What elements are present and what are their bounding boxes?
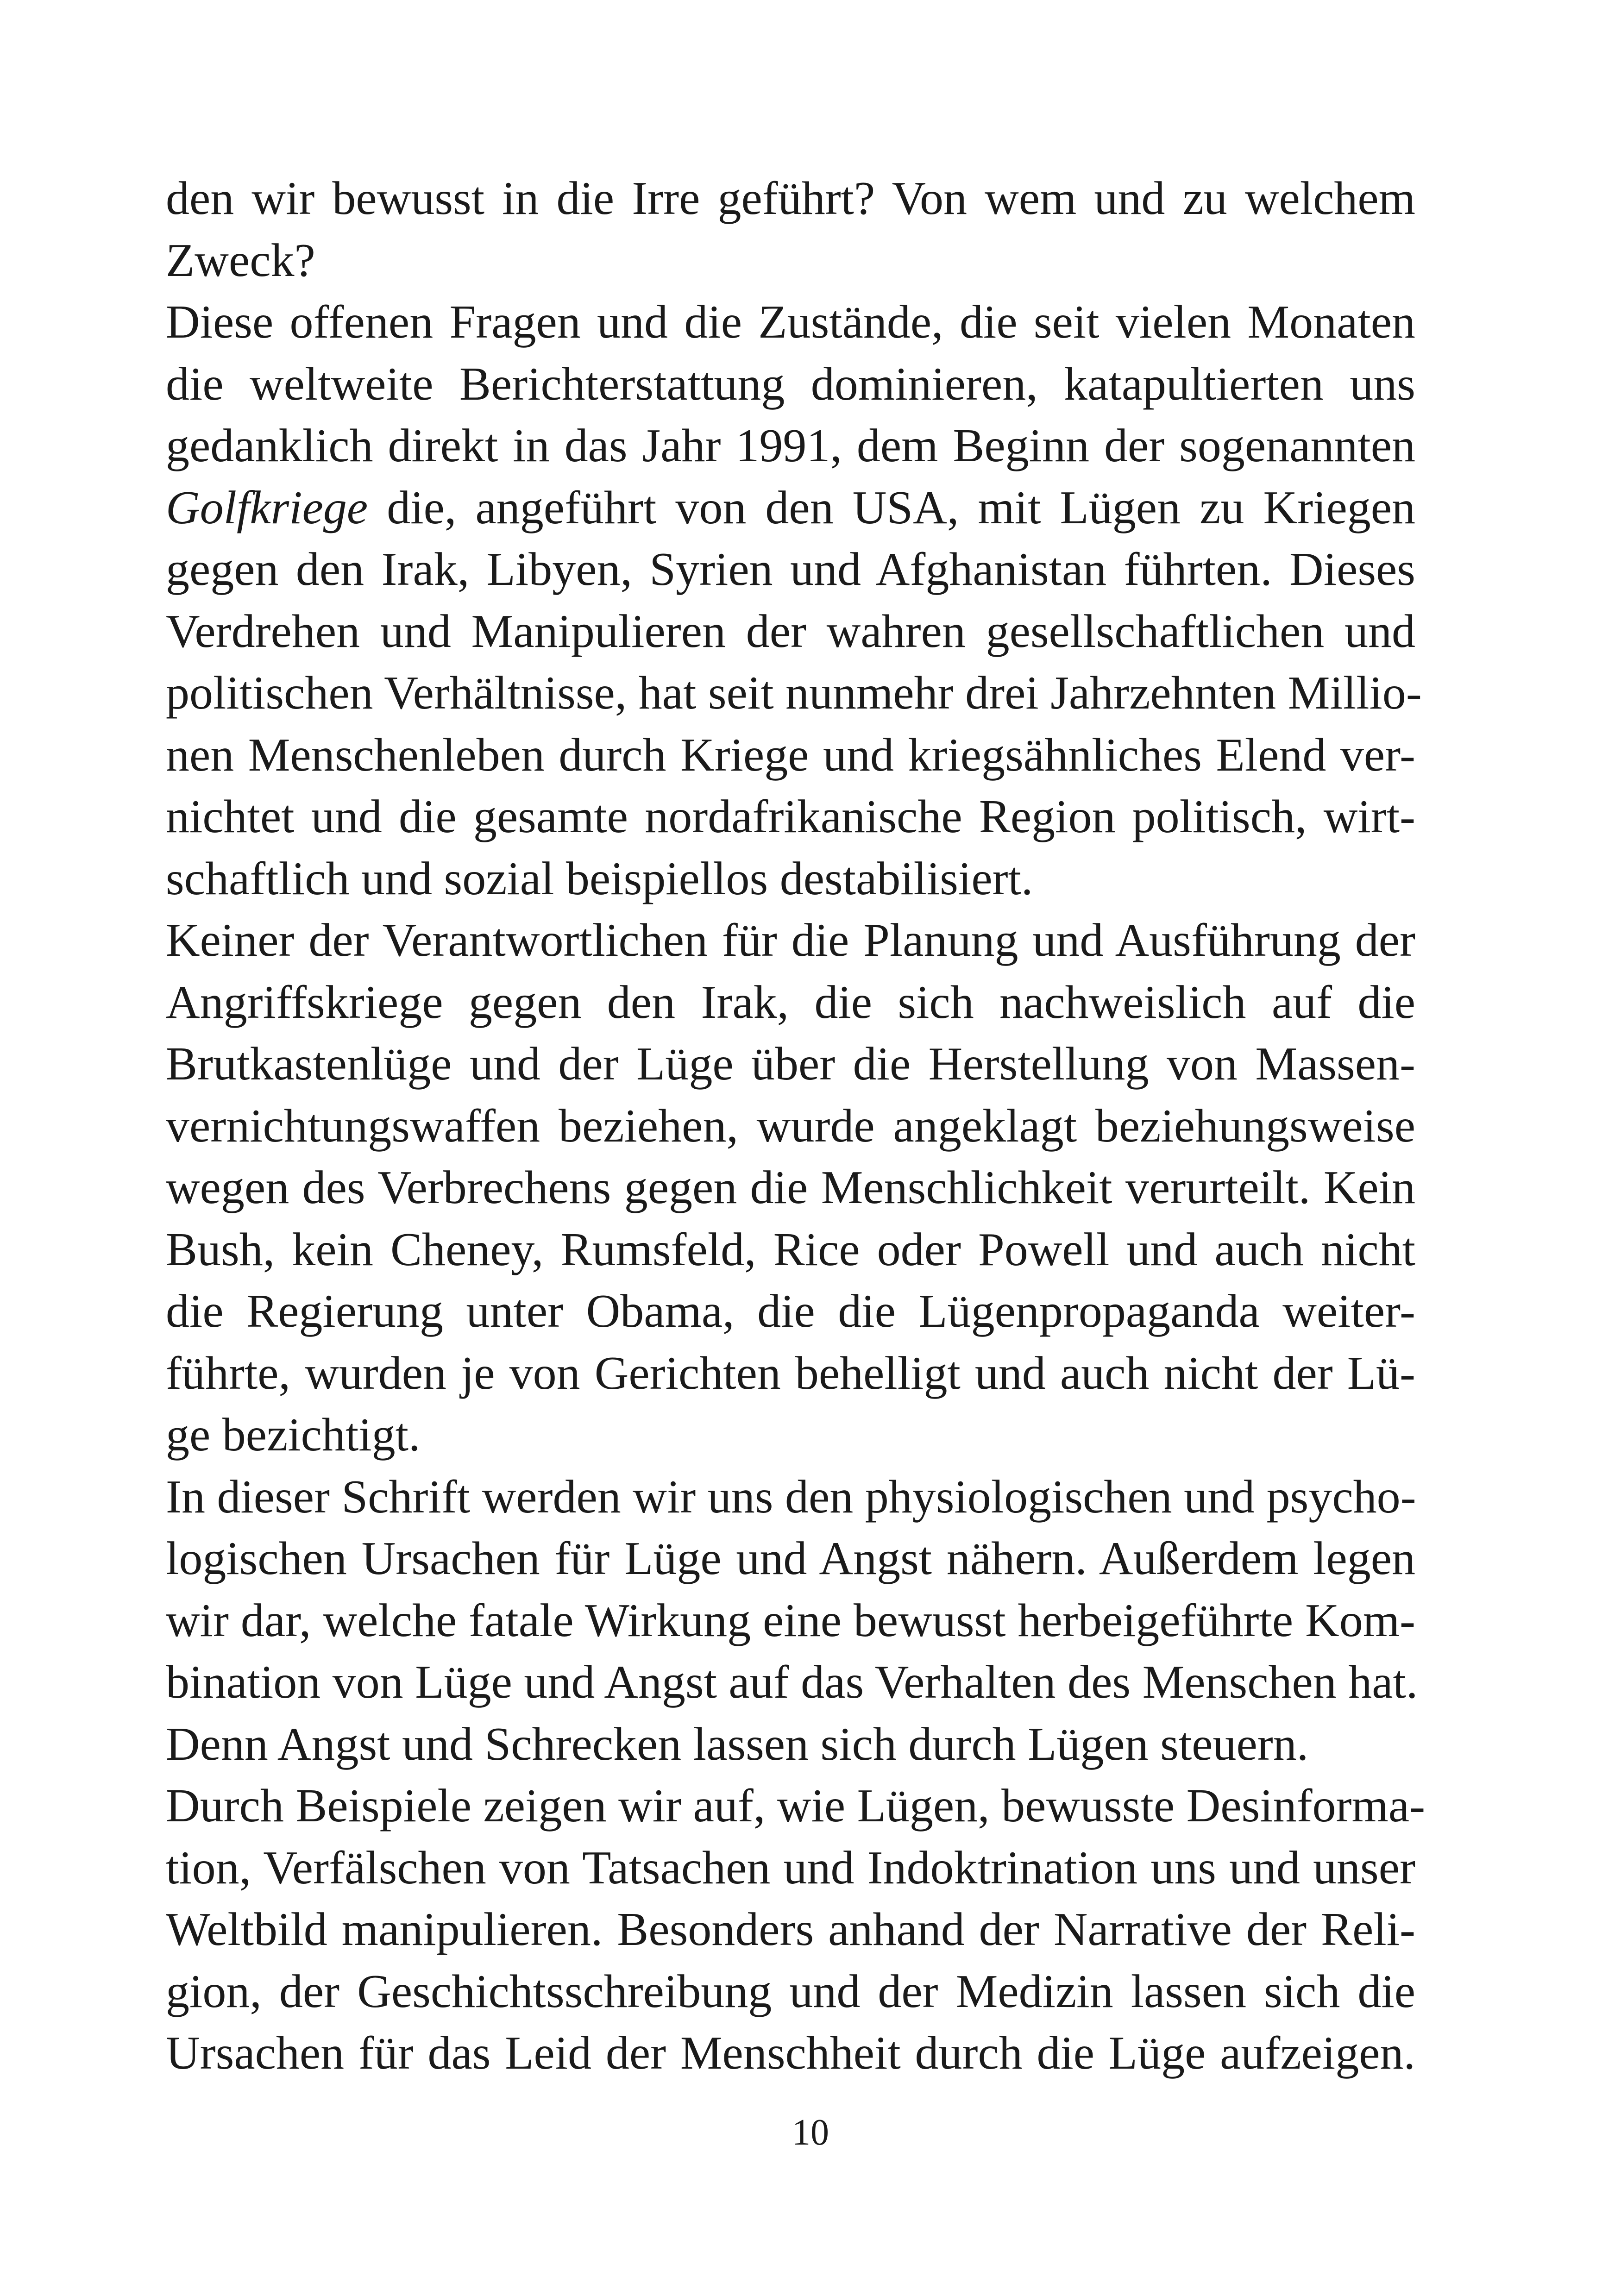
line-text: Bush, kein Cheney, Rumsfeld, Rice oder Powell und auch nicht: [166, 1223, 1415, 1276]
text-line: [166, 1713, 1415, 1775]
line-text: den wir bewusst in die Irre geführt? Von wem und zu welchem: [166, 172, 1415, 225]
text-line: [166, 1466, 1415, 1528]
line-text: Keiner der Verantwortlichen für die Planung und Ausführung der: [166, 914, 1415, 966]
line-text: Durch Beispiele zeigen wir auf, wie Lügen, bewusste Desinforma-: [166, 1780, 1426, 1832]
text-line: [166, 1157, 1415, 1219]
text-line: [166, 972, 1415, 1034]
line-text: die weltweite Berichterstattung dominieren, katapultierten uns: [166, 358, 1415, 410]
text-line: [166, 168, 1415, 230]
text-line: [166, 1590, 1415, 1652]
line-text: Angriffskriege gegen den Irak, die sich nachweislich auf die: [166, 976, 1415, 1029]
text-line: [166, 291, 1415, 353]
text-line: [166, 539, 1415, 601]
text-line: [166, 1961, 1415, 2023]
text-line: [166, 1775, 1426, 1837]
line-text: die, angeführt von den USA, mit Lügen zu Kriegen: [368, 481, 1415, 534]
text-line: [166, 1033, 1415, 1095]
text-line: [166, 786, 1415, 848]
line-text: bination von Lüge und Angst auf das Verhalten des Menschen hat.: [166, 1656, 1418, 1708]
text-line: [166, 353, 1415, 415]
line-text: In dieser Schrift werden wir uns den physiologischen und psycho-: [166, 1470, 1416, 1523]
line-text: gion, der Geschichtsschreibung und der Medizin lassen sich die: [166, 1965, 1415, 2018]
line-text: wir dar, welche fatale Wirkung eine bewusst herbeigeführte Kom-: [166, 1594, 1415, 1647]
text-line: [166, 230, 1415, 292]
text-line: [166, 1837, 1415, 1899]
text-line: [166, 2022, 1415, 2084]
text-line: [166, 1095, 1415, 1157]
line-text: politischen Verhältnisse, hat seit nunmehr drei Jahrzehnten Millio-: [166, 667, 1422, 719]
line-text: gegen den Irak, Libyen, Syrien und Afghanistan führten. Dieses: [166, 543, 1415, 596]
text-line: [166, 477, 1415, 539]
line-text: die Regierung unter Obama, die die Lügenpropaganda weiter-: [166, 1285, 1415, 1337]
text-line: [166, 601, 1415, 663]
body-text: [166, 168, 1426, 2084]
text-line: [166, 1280, 1415, 1342]
line-text: Weltbild manipulieren. Besonders anhand der Narrative der Reli-: [166, 1903, 1415, 1956]
text-line: [166, 1899, 1415, 1961]
line-text: Denn Angst und Schrecken lassen sich durch Lügen steuern.: [166, 1718, 1309, 1770]
line-text: führte, wurden je von Gerichten behelligt und auch nicht der Lü-: [166, 1347, 1415, 1399]
italic-term: Golfkriege: [166, 481, 368, 534]
text-line: [166, 415, 1415, 477]
text-line: [166, 1219, 1415, 1281]
line-text: gedanklich direkt in das Jahr 1991, dem Beginn der sogenannten: [166, 420, 1415, 472]
page-number: 10: [792, 2112, 829, 2153]
line-text: vernichtungswaffen beziehen, wurde angeklagt beziehungsweise: [166, 1099, 1415, 1152]
text-line: [166, 1342, 1415, 1405]
text-line: [166, 1528, 1415, 1590]
line-text: Verdrehen und Manipulieren der wahren gesellschaftlichen und: [166, 605, 1415, 658]
line-text: Ursachen für das Leid der Menschheit durch die Lüge aufzeigen.: [166, 2027, 1415, 2079]
line-text: Brutkastenlüge und der Lüge über die Herstellung von Massen-: [166, 1038, 1415, 1090]
line-text: Zweck?: [166, 234, 315, 287]
line-text: nichtet und die gesamte nordafrikanische Region politisch, wirt-: [166, 790, 1415, 843]
text-line: [166, 848, 1415, 910]
text-line: [166, 724, 1415, 786]
text-line: [166, 910, 1415, 972]
line-text: Diese offenen Fragen und die Zustände, die seit vielen Monaten: [166, 296, 1415, 348]
line-text: tion, Verfälschen von Tatsachen und Indoktrination uns und unser: [166, 1841, 1415, 1894]
text-line: [166, 1651, 1418, 1713]
line-text: wegen des Verbrechens gegen die Menschlichkeit verurteilt. Kein: [166, 1161, 1415, 1214]
text-line: [166, 1404, 1415, 1466]
line-text: logischen Ursachen für Lüge und Angst nähern. Außerdem legen: [166, 1532, 1415, 1585]
text-line: [166, 662, 1422, 724]
line-text: nen Menschenleben durch Kriege und kriegsähnliches Elend ver-: [166, 728, 1415, 781]
line-text: ge bezichtigt.: [166, 1409, 421, 1461]
line-text: schaftlich und sozial beispiellos destabilisiert.: [166, 852, 1033, 905]
